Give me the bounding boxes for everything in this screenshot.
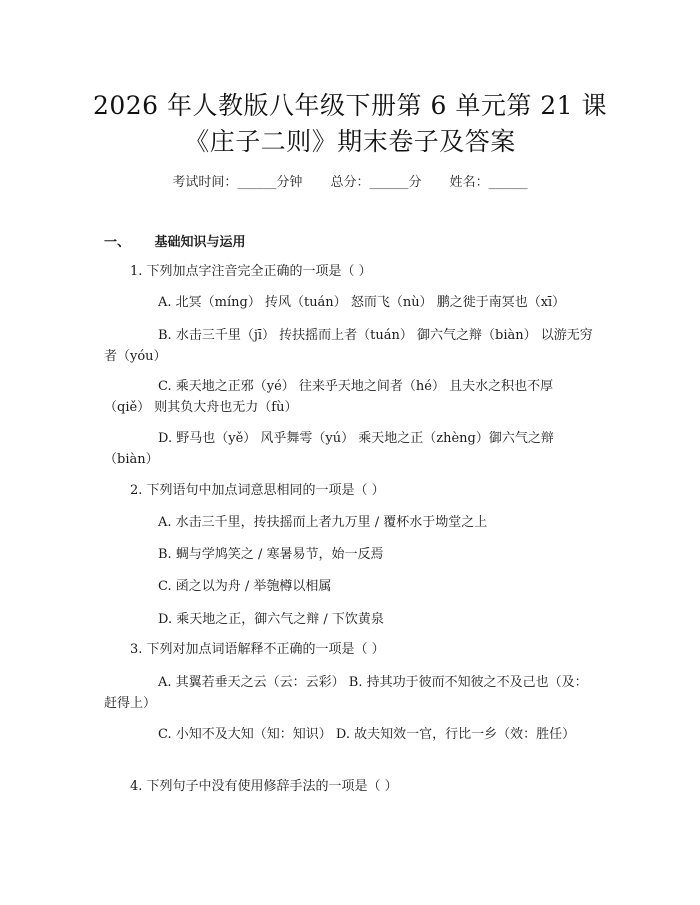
question-1-option-b: B. 水击三千里（jī） 抟扶摇而上者（tuán） 御六气之辩（biàn） 以游无穷者（yóu） — [104, 328, 593, 364]
question-2-option-d: D. 乘天地之正，御六气之辩 / 下饮黄泉 — [158, 612, 384, 627]
question-3-options-cd: C. 小知不及大知（知：知识） D. 故夫知效一官，行比一乡（效：胜任） — [158, 727, 576, 742]
student-name-field: 姓名：______ — [449, 175, 528, 190]
exam-title-line-1: 2026 年人教版八年级下册第 6 单元第 21 课 — [92, 91, 608, 120]
question-3-stem: 3. 下列对加点词语解释不正确的一项是（ ） — [130, 642, 385, 657]
question-2-stem: 2. 下列语句中加点词意思相同的一项是（ ） — [130, 483, 385, 498]
question-4-stem: 4. 下列句子中没有使用修辞手法的一项是（ ） — [130, 779, 398, 794]
exam-title-line-2: 《庄子二则》期末卷子及答案 — [184, 127, 516, 156]
total-score-field: 总分：______分 — [330, 175, 422, 190]
question-1-option-d: D. 野马也（yě） 风乎舞雩（yú） 乘天地之正（zhèng）御六气之辩（biàn） — [104, 431, 554, 467]
section-heading — [104, 231, 246, 250]
section-title: 基础知识与运用 — [154, 235, 246, 250]
exam-time-field: 考试时间：______分钟 — [172, 175, 303, 190]
question-3-options-ab: A. 其翼若垂天之云（云：云彩） B. 持其功于彼而不知彼之不及己也（及：赶得上） — [104, 675, 588, 711]
question-1-stem: 1. 下列加点字注音完全正确的一项是（ ） — [130, 264, 372, 279]
question-2-option-b: B. 蜩与学鸠笑之 / 寒暑易节，始一反焉 — [158, 547, 384, 562]
exam-meta — [0, 171, 700, 190]
question-2-option-a: A. 水击三千里，抟扶摇而上者九万里 / 覆杯水于坳堂之上 — [158, 515, 488, 530]
question-1-option-c: C. 乘天地之正邪（yé） 往来乎天地之间者（hé） 且夫水之积也不厚（qiě） 则其负大舟也无力（fù） — [104, 379, 554, 415]
question-2-option-c: C. 函之以为舟 / 举匏樽以相属 — [158, 579, 332, 594]
section-number: 一、 — [104, 235, 131, 250]
question-1-option-a: A. 北冥（míng） 抟风（tuán） 怒而飞（nù） 鹏之徙于南冥也（xī） — [158, 295, 566, 310]
